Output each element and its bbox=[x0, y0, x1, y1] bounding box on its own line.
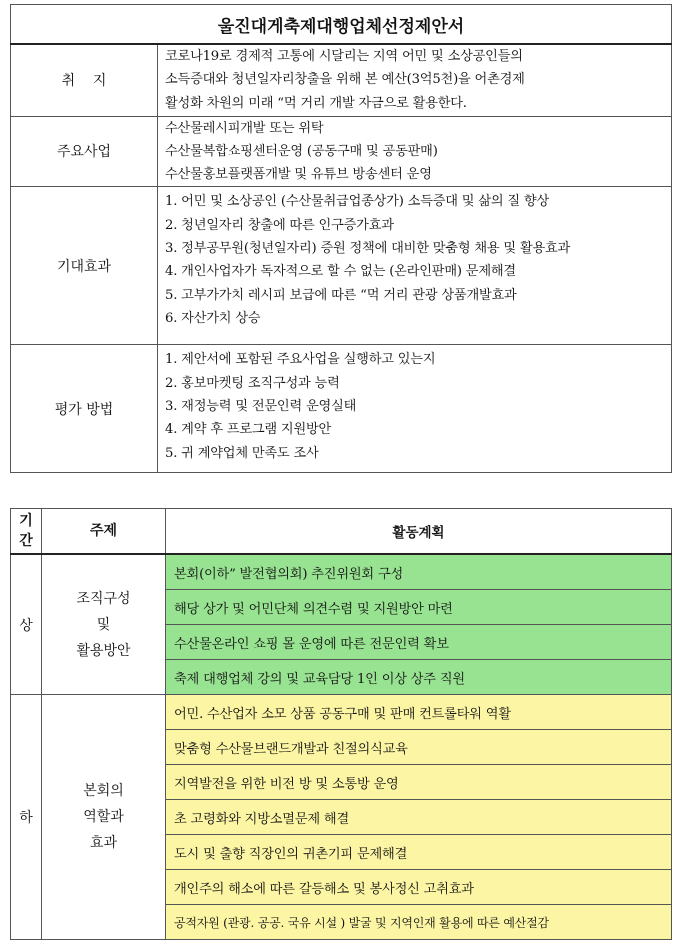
plan-item: 지역발전을 위한 비전 방 및 소통방 운영 bbox=[166, 765, 672, 800]
plan-item: 초 고령화와 지방소멸문제 해결 bbox=[166, 800, 672, 835]
topic-header: 주제 bbox=[42, 509, 166, 555]
plan-item: 도시 및 출향 직장인의 귀촌기피 문제해결 bbox=[166, 835, 672, 870]
topic-line: 활용방안 bbox=[76, 642, 131, 659]
main-project-item: 수산물레시피개발 또는 위탁 bbox=[165, 120, 324, 136]
topic-line: 역할과 bbox=[83, 809, 124, 825]
plan-header: 활동계획 bbox=[166, 509, 672, 555]
plan-item: 맞춤형 수산물브랜드개발과 친절의식교육 bbox=[166, 730, 672, 765]
effect-item: 3. 정부공무원(청년일자리) 증원 정책에 대비한 맞춤형 채용 및 활용효과 bbox=[165, 240, 571, 256]
period-header bbox=[11, 509, 42, 555]
topic-line: 조직구성 bbox=[76, 590, 131, 607]
expected-effects-content bbox=[158, 187, 672, 345]
plan-item: 개인주의 해소에 따른 갈등해소 및 봉사정신 고취효과 bbox=[166, 870, 672, 905]
effect-item: 2. 청년일자리 창출에 따른 인구증가효과 bbox=[165, 217, 394, 233]
evaluation-item: 4. 계약 후 프로그램 지원방안 bbox=[165, 422, 332, 438]
evaluation-item: 2. 홍보마켓팅 조직구성과 능력 bbox=[165, 375, 340, 391]
plan-item: 어민. 수산업자 소모 상품 공동구매 및 판매 컨트롤타워 역활 bbox=[166, 695, 672, 730]
period-header-char: 기 bbox=[19, 513, 33, 529]
activity-plan-table bbox=[10, 508, 672, 940]
main-project-item: 수산물홍보플랫폼개발 및 유튜브 방송센터 운영 bbox=[165, 167, 432, 183]
effect-item: 4. 개인사업자가 독자적으로 할 수 없는 (온라인판매) 문제해결 bbox=[165, 264, 516, 280]
document-title: 울진대게축제대행업체선정제안서 bbox=[11, 5, 672, 45]
plan-item: 본회(이하” 발전협의회) 추진위원회 구성 bbox=[166, 554, 672, 590]
effect-item: 1. 어민 및 소상공인 (수산물취급업종상가) 소득증대 및 삶의 질 향상 bbox=[165, 194, 550, 210]
period-upper: 상 bbox=[11, 554, 42, 695]
plan-item: 해당 상가 및 어민단체 의견수렴 및 지원방안 마련 bbox=[166, 590, 672, 625]
purpose-line: 활성화 차원의 미래 “먹 거리 개발 자금으로 활용한다. bbox=[165, 95, 467, 111]
main-projects-content bbox=[158, 116, 672, 187]
expected-effects-label: 기대효과 bbox=[11, 187, 158, 345]
plan-item: 수산물온라인 쇼핑 몰 운영에 따른 전문인력 확보 bbox=[166, 625, 672, 660]
evaluation-content bbox=[158, 345, 672, 473]
main-project-item: 수산물복합쇼핑센터운영 (공동구매 및 공동판매) bbox=[165, 143, 438, 159]
purpose-content bbox=[158, 44, 672, 116]
plan-item: 공적자원 (관광. 공공. 국유 시설 ) 발굴 및 지역인재 활용에 따른 예산절감 bbox=[166, 905, 672, 940]
purpose-label: 취 지 bbox=[11, 44, 158, 116]
purpose-line: 소득증대와 청년일자리창출을 위해 본 예산(3억5천)을 어촌경제 bbox=[165, 72, 525, 88]
evaluation-label: 평가 방법 bbox=[11, 345, 158, 473]
topic-line: 및 bbox=[96, 616, 111, 633]
purpose-line: 코로나19로 경제적 고통에 시달리는 지역 어민 및 소상공인들의 bbox=[165, 49, 523, 64]
main-projects-label: 주요사업 bbox=[11, 116, 158, 187]
topic-line: 효과 bbox=[89, 835, 118, 851]
period-lower: 하 bbox=[11, 695, 42, 940]
evaluation-item: 5. 귀 계약업체 만족도 조사 bbox=[165, 445, 319, 461]
topic-line: 본회의 bbox=[83, 783, 124, 799]
effect-item: 5. 고부가가치 레시피 보급에 따른 “먹 거리 관광 상품개발효과 bbox=[165, 287, 517, 303]
evaluation-item: 1. 제안서에 포함된 주요사업을 실행하고 있는지 bbox=[165, 352, 436, 368]
evaluation-item: 3. 재정능력 및 전문인력 운영실태 bbox=[165, 398, 357, 414]
plan-item: 축제 대행업체 강의 및 교육담당 1인 이상 상주 직원 bbox=[166, 660, 672, 695]
proposal-table bbox=[10, 4, 672, 473]
effect-item: 6. 자산가치 상승 bbox=[165, 310, 261, 326]
topic-lower bbox=[42, 695, 166, 940]
topic-upper bbox=[42, 554, 166, 695]
period-header-char: 간 bbox=[19, 533, 33, 549]
